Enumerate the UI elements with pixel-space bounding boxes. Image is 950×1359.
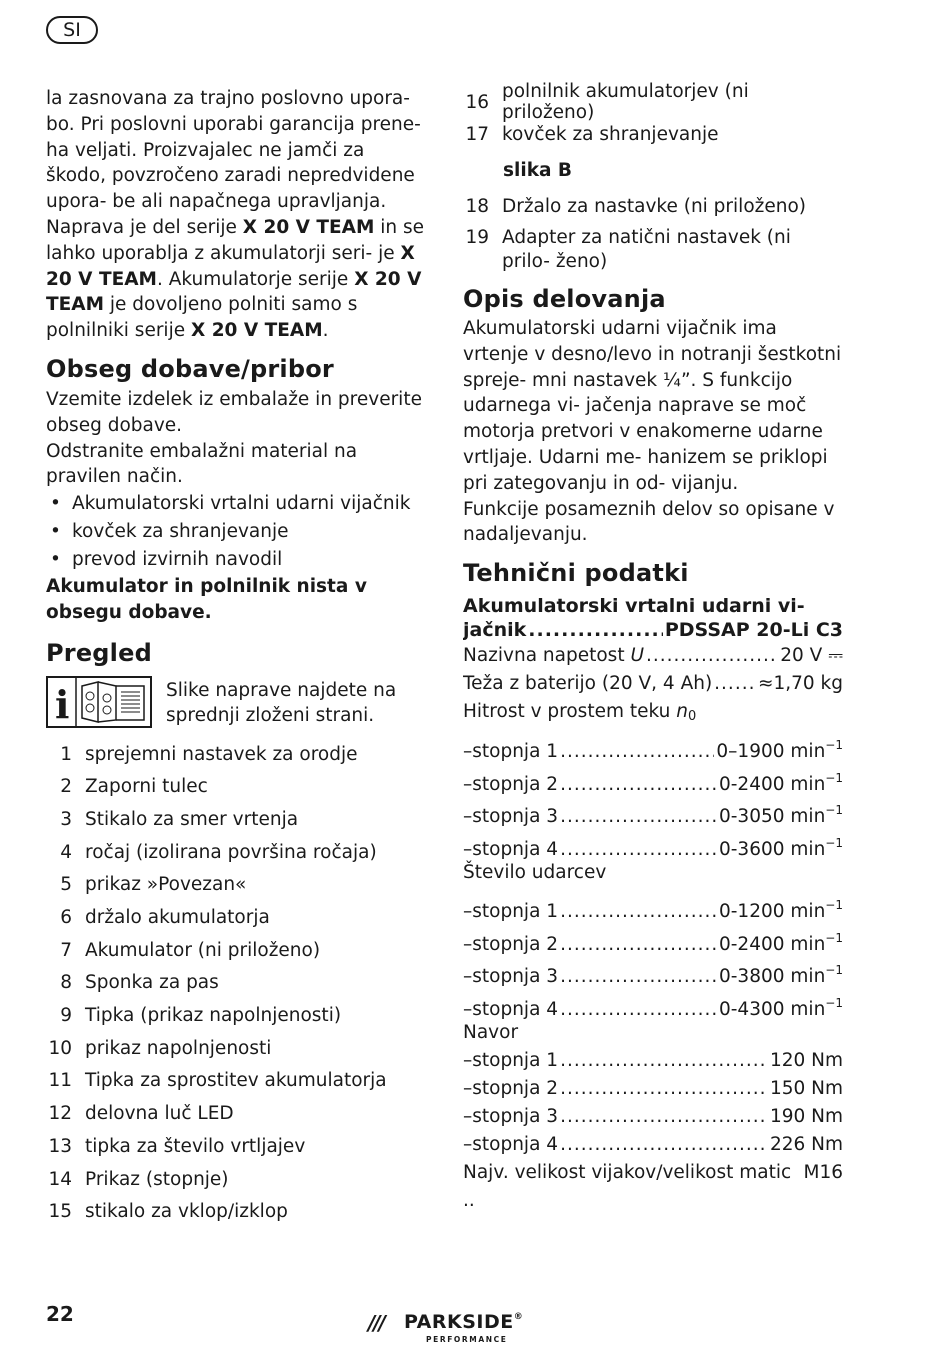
parts-list-continued <box>463 81 843 150</box>
overview-heading: Pregled <box>46 638 152 667</box>
list-item: 4 ročaj (izolirana površina ročaja) <box>60 841 377 863</box>
right-column <box>463 81 843 1212</box>
parkside-logo <box>368 1311 528 1347</box>
info-text: Slike naprave najdete na sprednji zloženi strani. <box>166 679 397 726</box>
product-name-line-1: Akumulatorski vrtalni udarni vi- <box>463 595 805 618</box>
list-item: 14 Prikaz (stopnje) <box>48 1168 229 1190</box>
list-item: 3 Stikalo za smer vrtenja <box>60 808 299 830</box>
list-item: 7 Akumulator (ni priloženo) <box>60 939 321 961</box>
svg-text:i: i <box>55 681 70 727</box>
page-number: 22 <box>46 1302 74 1326</box>
list-item: 5 prikaz »Povezan« <box>60 874 247 896</box>
language-badge: SI <box>46 16 98 44</box>
list-item: • prevod izvirnih navodil <box>50 549 283 571</box>
product-name-line-2: jačnik ..... PDSSAP 20-Li C3 <box>463 618 843 642</box>
spec-torque-label: Navor <box>463 1022 519 1044</box>
list-item: 9 Tipka (prikaz napolnjenosti) <box>60 1005 342 1027</box>
spec-torque-3: –stopnja 3 ..... 190 Nm <box>463 1103 843 1131</box>
list-item: 10 prikaz napolnjenosti <box>48 1037 272 1059</box>
intro-paragraph: la zasnovana za trajno poslovno upora- bo. Pri poslovni uporabi garancija prene- ha veljati. Proizvajalec ne jamči za škodo, povzročeno zaradi nepredvidene upora- be ali napačnega upravljanja. <box>46 88 421 213</box>
info-foldout-icon <box>46 676 152 728</box>
spec-torque-4: –stopnja 4 ..... 226 Nm <box>463 1131 843 1159</box>
spec-torque-1: –stopnja 1 ..... 120 Nm <box>463 1047 843 1075</box>
scope-paragraph-1: Vzemite izdelek iz embalaže in preverite obseg dobave. <box>46 388 422 436</box>
spec-impacts-2: –stopnja 2 ..... 0-2400 $\min^{-1}$ <box>463 922 843 955</box>
scope-list <box>46 490 430 574</box>
spec-impacts-label: Število udarcev <box>463 862 607 884</box>
list-item: • kovček za shranjevanje <box>50 521 289 543</box>
logo-subtitle: PERFORMANCE <box>426 1335 508 1344</box>
list-item: 16 polnilnik akumulatorjev (ni priloženo) <box>465 81 749 123</box>
list-item: 13 tipka za število vrtljajev <box>48 1135 306 1157</box>
parts-list <box>46 738 430 1228</box>
scope-paragraph-2: Odstranite embalažni material na pravilen način. <box>46 440 358 488</box>
list-item: 6 držalo akumulatorja <box>60 907 270 929</box>
parts-list-figure-b <box>463 190 843 274</box>
spec-impacts-1: –stopnja 1 ..... 0-1200 $\min^{-1}$ <box>463 889 843 922</box>
series-paragraph: Naprava je del serije X 20 V TEAM in se lahko uporablja z akumulatorji seri- je X 20 V TEAM. Akumulatorje serije X 20 V TEAM je dovoljeno polniti samo s polnilniki serije X 20 V TEAM. <box>46 216 425 342</box>
list-item: 1 sprejemni nastavek za orodje <box>60 743 358 765</box>
function-paragraph-2: Funkcije posameznih delov so opisane v nadaljevanju. <box>463 498 835 546</box>
spec-weight: Teža z baterijo (20 V, 4 Ah) ..... ≈1,70 kg <box>463 670 843 698</box>
list-item: 18 Držalo za nastavke (ni priloženo) <box>465 195 806 217</box>
figure-b-label: slika B <box>503 159 573 181</box>
spec-idle-speed-label: Hitrost v prostem teku $n_0$ <box>463 701 697 725</box>
left-column <box>46 86 430 1228</box>
list-item: 19 Adapter za natični nastavek (ni prilo- ženo) <box>465 227 791 272</box>
spec-speed-4: –stopnja 4 ..... 0-3600 $\min^{-1}$ <box>463 827 843 860</box>
scope-heading: Obseg dobave/pribor <box>46 354 334 383</box>
spec-torque-2: –stopnja 2 ..... 150 Nm <box>463 1075 843 1103</box>
spec-speed-3: –stopnja 3 ..... 0-3050 $\min^{-1}$ <box>463 794 843 827</box>
list-item: 11 Tipka za sprostitev akumulatorja <box>48 1070 387 1092</box>
list-item: 17 kovček za shranjevanje <box>465 123 719 145</box>
tech-heading: Tehnični podatki <box>463 559 689 588</box>
spec-impacts-3: –stopnja 3 ..... 0-3800 $\min^{-1}$ <box>463 954 843 987</box>
list-item: 8 Sponka za pas <box>60 972 219 994</box>
logo-slashes-icon: /// <box>368 1311 384 1335</box>
list-item: 12 delovna luč LED <box>48 1103 234 1125</box>
spec-speed-2: –stopnja 2 ..... 0-2400 $\min^{-1}$ <box>463 762 843 795</box>
function-paragraph-1: Akumulatorski udarni vijačnik ima vrtenje v desno/levo in notranji šestkotni spreje- mni nastavek ¼”. S funkcijo udarnega vi- jačenja naprave se moč motorja pretvori v enakomerne udarne vrtljaje. Udarni me- hanizem se priklopi pri zategovanju in od- vijanju. <box>463 318 842 494</box>
spec-impacts-4: –stopnja 4 ..... 0-4300 $\min^{-1}$ <box>463 987 843 1020</box>
spec-voltage: Nazivna napetost U ..... 20 V ⎓ <box>463 642 843 670</box>
list-item: 15 stikalo za vklop/izklop <box>48 1201 288 1223</box>
list-item: 2 Zaporni tulec <box>60 776 208 798</box>
spec-speed-1: –stopnja 1 ..... 0–1900 $\min^{-1}$ <box>463 729 843 762</box>
spec-max-size: Najv. velikost vijakov/velikost matic .. M16 <box>463 1162 843 1212</box>
function-heading: Opis delovanja <box>463 285 666 313</box>
info-note <box>46 676 430 728</box>
scope-note: Akumulator in polnilnik nista v obsegu dobave. <box>46 576 367 623</box>
list-item: • Akumulatorski vrtalni udarni vijačnik <box>50 493 411 515</box>
logo-brand: PARKSIDE® <box>404 1311 524 1333</box>
